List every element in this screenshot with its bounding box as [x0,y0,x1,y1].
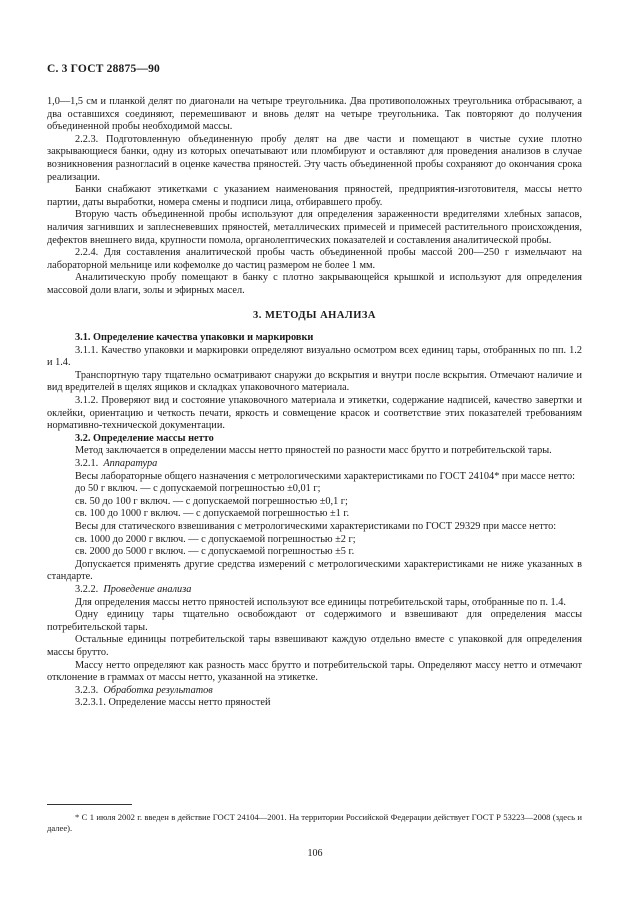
clause-heading [47,685,582,698]
list-item: св. 2000 до 5000 г включ. — с допускаемой погрешностью ±5 г. [75,546,355,558]
clause-title: Проведение анализа [103,583,192,595]
paragraph: Весы лабораторные общего назначения с метрологическими характеристиками по ГОСТ 24104* при массе нетто: [75,470,576,482]
paragraph: Банки снабжают этикетками с указанием наименования пряностей, предприятия-изготовителя, массы нетто партии, даты выработки, номера смены и подписи лица, отбиравшего пробу. [47,184,582,208]
footnote-divider [47,804,132,805]
paragraph: 2.2.4. Для составления аналитической пробы часть объединенной пробы массой 200—250 г измельчают на лабораторной мельнице или кофемолке до частиц размером не более 1 мм. [47,247,582,271]
paragraph: Одну единицу тары тщательно освобождают от содержимого и взвешивают для определения массы потребительской тары. [47,609,582,633]
paragraph: Транспортную тару тщательно осматривают снаружи до вскрытия и внутри после вскрытия. Отмечают наличие и вид вредителей в щелях ящиков и складках упаковочного материала. [47,369,582,394]
clause-number: 3.2.3. [75,684,99,696]
footnote: * С 1 июля 2002 г. введен в действие ГОСТ 24104—2001. На территории Российской Федерации действует ГОСТ Р 53223—2008 (здесь и далее). [47,812,582,833]
paragraph: Массу нетто определяют как разность масс брутто и потребительской тары. Определяют массу нетто и отмечают отклонение в граммах от массы нетто, указанной на этикетке. [47,659,582,684]
clause-title: Аппаратура [103,458,158,470]
paragraph: Весы для статического взвешивания с метрологическими характеристиками по ГОСТ 29329 при массе нетто: [75,521,557,532]
paragraph: Вторую часть объединенной пробы используют для определения зараженности вредителями хлебных запасов, наличия загнивших и заплесневевших пряностей, металлических примесей и примесей растительного происхождения, дефектов внешнего вида, крупности помола, органолептических показателей и составления аналитической пробы. [47,209,582,246]
list-item: св. 1000 до 2000 г включ. — с допускаемой погрешностью ±2 г; [75,533,356,545]
list-item: до 50 г включ. — с допускаемой погрешностью ±0,01 г; [75,483,321,495]
paragraph: Метод заключается в определении массы нетто пряностей по разности масс брутто и потребительской тары. [75,445,552,457]
section-title: 3. МЕТОДЫ АНАЛИЗА [252,309,377,321]
paragraph: Остальные единицы потребительской тары взвешивают каждую отдельно вместе с упаковкой для определения массы брутто. [47,634,582,658]
clause-number: 3.2.2. [75,583,99,595]
clause-title: Обработка результатов [103,684,213,696]
paragraph: Для определения массы нетто пряностей используют все единицы потребительской тары, отобранные по п. 1.4. [75,596,566,608]
paragraph: 1,0—1,5 см и планкой делят по диагонали на четыре треугольника. Два противоположных треугольника отбрасывают, а два оставшихся соединяют, перемешивают и вновь делят на четыре треугольника. Так повторяют до получения объединенной пробы необходимой массы. [47,96,582,133]
list-item: св. 50 до 100 г включ. — с допускаемой погрешностью ±0,1 г; [75,495,348,507]
clause-heading [47,584,582,597]
document-body [47,96,582,710]
paragraph: Аналитическую пробу помещают в банку с плотно закрывающейся крышкой и используют для определения массовой доли влаги, золы и эфирных масел. [47,272,582,296]
page-number: 106 [307,848,323,859]
subsection-heading: 3.1. Определение качества упаковки и маркировки [75,332,314,344]
paragraph: 3.1.2. Проверяют вид и состояние упаковочного материала и этикетки, содержание надписей, качество завертки и оклейки, ориентацию и четкость печати, яркость и совмещение красок и соответствие этих показателей требованиям нормативно-технической документации. [47,395,582,432]
paragraph: Допускается применять другие средства измерений с метрологическими характеристиками не ниже указанных в стандарте. [47,558,582,583]
subsection-heading: 3.2. Определение массы нетто [75,432,214,444]
page-header: С. 3 ГОСТ 28875—90 [47,63,160,75]
paragraph: 3.1.1. Качество упаковки и маркировки определяют визуально осмотром всех единиц тары, отобранных по пп. 1.2 и 1.4. [47,344,582,369]
paragraph: 2.2.3. Подготовленную объединенную пробу делят на две части и помещают в чистые сухие плотно закрывающиеся банки, одну из которых опечатывают или пломбируют и оставляют для проведения анализов в случае возникновения разногласий в оценке качества пряностей. Эту часть объединенной пробы сохраняют до окончания срока реализации. [47,133,582,183]
list-item: св. 100 до 1000 г включ. — с допускаемой погрешностью ±1 г. [75,508,350,520]
clause-number: 3.2.1. [75,458,99,470]
paragraph: 3.2.3.1. Определение массы нетто пряностей [75,697,271,709]
clause-heading [47,458,582,471]
